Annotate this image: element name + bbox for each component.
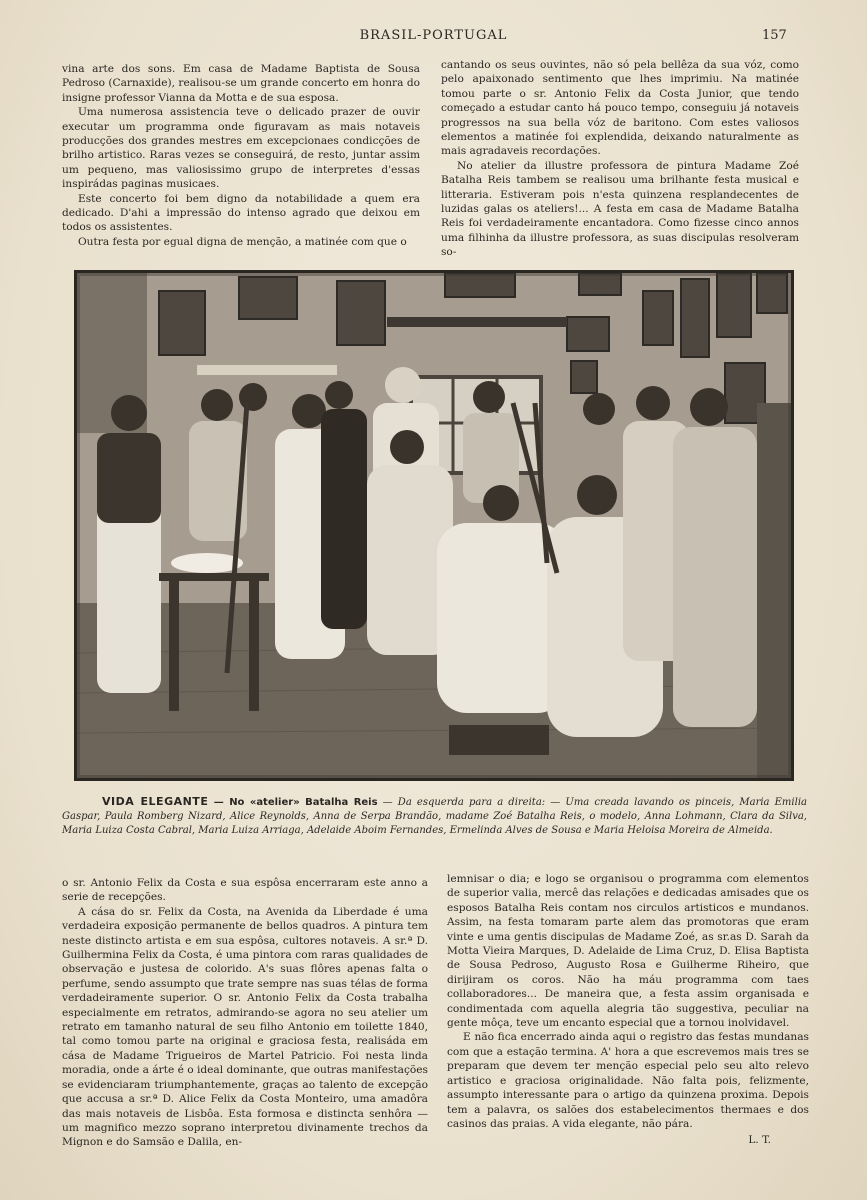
paragraph: A cása do sr. Felix da Costa, na Avenida da Liberdade é uma verdadeira exposição permanente de bellos quadros. A pintura tem neste distincto artista e em sua espôsa, cultores notaveis. A sr.ª D. Guilhermina Felix da Costa, é uma pintora com raras qualidades de observação e justesa de colorido. A's suas flôres apenas falta o perfume, sendo assumpto que trate sempre nas suas télas de forma verdadeiramente superior. O sr. Antonio Felix da Costa trabalha especialmente em retratos, admirando-se agora no seu atelier um retrato em tamanho natural de seu filho Antonio em toilette 1840, tal como tomou parte na original e graciosa festa, realisáda em cása de Madame Trigueiros de Martel Patricio. Foi nesta linda moradia, onde a árte é o ideal dominante, que outras manifestações se evidenciaram triumphantemente, graças ao talento de excepção que accusa a sr.ª D. Alice Felix da Costa Monteiro, uma amadôra das mais notaveis de Lisbôa. Esta formosa e distincta senhôra — um magnifico mezzo soprano interpretou divinamente trechos da Mignon e do Samsão e Dalila, en- [62,905,428,1149]
author-signature: L. T. [748,1134,771,1147]
paragraph: No atelier da illustre professora de pintura Madame Zoé Batalha Reis tambem se realisou uma brilhante festa musical e litteraria. Estiveram pois n'esta quinzena resplandecentes de luzidas galas os ateliers!... A festa em casa de Madame Batalha Reis foi verdadeiramente encantadora. Como fizesse cinco annos uma filhinha da illustre professora, as suas discipulas resolveram so- [441,159,799,259]
paragraph: o sr. Antonio Felix da Costa e sua espôsa encerraram este anno a serie de recepções. [62,877,428,904]
running-title: BRASIL-PORTUGAL [359,28,508,43]
caption-title: VIDA ELEGANTE [102,795,209,808]
bottom-right-column [447,872,809,1148]
photo-caption [62,795,807,839]
top-right-column [441,58,799,260]
group-photograph [74,270,794,781]
paragraph: Outra festa por egual digna de menção, a matinée com que o [78,235,407,248]
caption-place: No «atelier» Batalha Reis [229,797,378,808]
photograph-illustration [77,273,791,778]
page-number: 157 [762,28,787,43]
paragraph: Uma numerosa assistencia teve o delicado prazer de ouvir executar um programma onde figuravam as mais notaveis producções dos grandes mestres em excepcionaes condicções de brilho artistico. Raras vezes se conseguirá, de resto, juntar assim um pequeno, mas valiosissimo grupo de interpretes d'essas inspirádas paginas musicaes. [62,106,420,191]
paragraph: lemnisar o dia; e logo se organisou o programma com elementos de superior valia, mercê das relações e dedicadas amisades que os esposos Batalha Reis contam nos circulos artisticos e mundanos. Assim, na festa tomaram parte alem das promotoras que eram vinte e uma gentis discipulas de Madame Zoé, as sr.as D. Sarah da Motta Vieira Marques, D. Adelaide de Lima Cruz, D. Elisa Baptista de Sousa Pedroso, Augusto Rosa e Guilherme Riheiro, que dirijiram os coros. Não ha máu programma com taes collaboradores... De maneira que, a festa assim organisada e condimentada com aquella alegria tão suggestiva, peculiar na gente môça, teve um encanto especial que a tornou inolvidavel. [447,873,809,1030]
paragraph: vina arte dos sons. Em casa de Madame Baptista de Sousa Pedroso (Carnaxide), realisou-se um grande concerto em honra do insigne professor Vianna da Motta e de sua esposa. [62,63,420,104]
bottom-left-column [62,876,428,1150]
caption-dash: — [208,797,230,808]
paragraph: Este concerto foi bem digno da notabilidade a quem era dedicado. D'ahi a impressão do intenso agrado que deixou em todos os assistentes. [62,192,420,234]
top-left-column [62,62,420,249]
caption-text: — Da esquerda para a direita: — Uma creada lavando os pinceis, Maria Emilia Gaspar, Paula Romberg Nizard, Alice Reynolds, Anna de Serpa Brandão, madame Zoé Batalha Reis, o modelo, Anna Lohmann, Clara da Silva, Maria Luiza Costa Cabral, Maria Luiza Arriaga, Adelaide Aboim Fernandes, Ermelinda Alves de Sousa e Maria Heloisa Moreira de Almeida. [62,797,807,837]
paragraph: cantando os seus ouvintes, não só pela bellêza da sua vóz, como pelo apaixonado sentimento que lhes imprimiu. Na matinée tomou parte o sr. Antonio Felix da Costa Junior, que tendo começado a estudar canto há pouco tempo, conseguiu já notaveis progressos na sua bella vóz de baritono. Com estes valiosos elementos a matinée foi explendida, deixando naturalmente as mais agradaveis recordações. [441,59,799,158]
paragraph: E não fica encerrado ainda aqui o registro das festas mundanas com que a estação termina. A' hora a que escrevemos mais tres se preparam que devem ter menção especial pelo seu alto relevo artistico e graciosa originalidade. Não falta pois, felizmente, assumpto interessante para o artigo da quinzena proxima. Depois tem a palavra, os salões dos estabelecimentos thermaes e dos casinos das praias. A vida elegante, não pára. [447,1031,809,1130]
